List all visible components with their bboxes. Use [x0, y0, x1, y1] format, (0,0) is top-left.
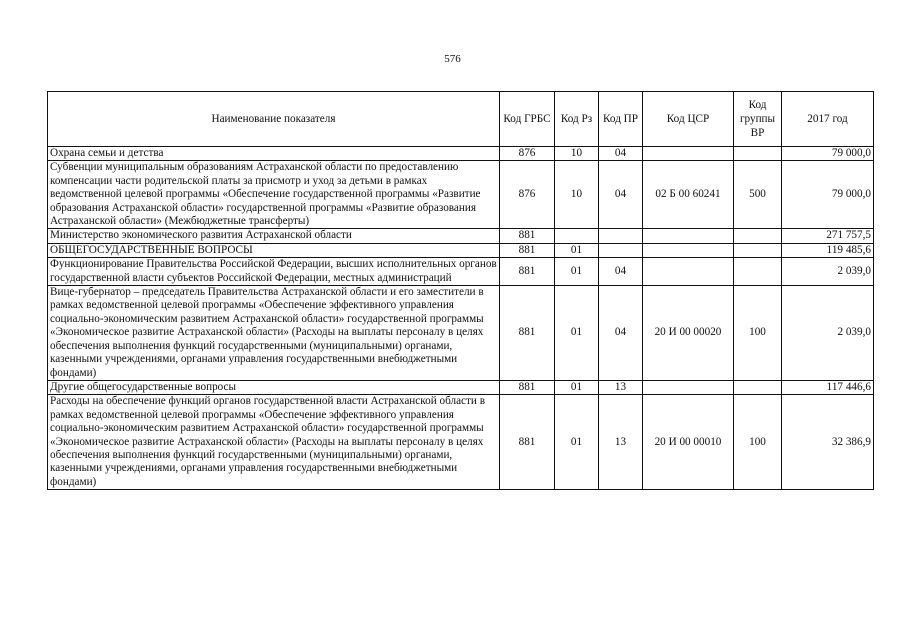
header-name: Наименование показателя	[48, 92, 500, 147]
cell-pr: 13	[599, 395, 643, 490]
cell-amount: 79 000,0	[782, 161, 874, 229]
cell-name: Министерство экономического развития Астраханской области	[48, 229, 500, 243]
table-row	[48, 258, 874, 286]
header-pr: Код ПР	[599, 92, 643, 147]
cell-grbs: 881	[500, 395, 555, 490]
cell-vr	[734, 258, 782, 286]
cell-grbs: 881	[500, 380, 555, 394]
cell-vr: 100	[734, 286, 782, 381]
cell-grbs: 881	[500, 243, 555, 257]
cell-csr: 02 Б 00 60241	[643, 161, 734, 229]
cell-pr: 04	[599, 161, 643, 229]
cell-amount: 2 039,0	[782, 258, 874, 286]
cell-rz: 10	[555, 147, 599, 161]
cell-name: Субвенции муниципальным образованиям Астраханской области по предоставлению компенсации части родительской платы за присмотр и уход за детьми в рамках ведомственной целевой программы «Обеспечение государственной программы «Развитие образования Астраханской области» государственной программы «Развитие образования Астраханской области» (Межбюджетные трансферты)	[48, 161, 500, 229]
cell-csr	[643, 229, 734, 243]
table-row	[48, 286, 874, 381]
cell-rz: 01	[555, 243, 599, 257]
cell-csr: 20 И 00 00010	[643, 395, 734, 490]
cell-vr	[734, 243, 782, 257]
cell-rz: 01	[555, 380, 599, 394]
cell-csr: 20 И 00 00020	[643, 286, 734, 381]
table-header-row	[48, 92, 874, 147]
cell-rz	[555, 229, 599, 243]
cell-name: Расходы на обеспечение функций органов государственной власти Астраханской области в рамках ведомственной целевой программы «Обеспечение эффективного управления социально-экономическим развитием Астраханской области» государственной программы «Экономическое развитие Астраханской области» (Расходы на выплаты персоналу в целях обеспечения выполнения функций государственными (муниципальными) органами, казенными учреждениями, органами управления государственными внебюджетными фондами)	[48, 395, 500, 490]
header-year: 2017 год	[782, 92, 874, 147]
cell-csr	[643, 258, 734, 286]
cell-name: Вице-губернатор – председатель Правительства Астраханской области и его заместители в рамках ведомственной целевой программы «Обеспечение эффективного управления социально-экономическим развитием Астраханской области» государственной программы «Экономическое развитие Астраханской области» (Расходы на выплаты персоналу в целях обеспечения выполнения функций государственными (муниципальными) органами, казенными учреждениями, органами управления государственными внебюджетными фондами)	[48, 286, 500, 381]
page-number: 576	[444, 53, 461, 65]
cell-grbs: 881	[500, 229, 555, 243]
header-csr: Код ЦСР	[643, 92, 734, 147]
cell-name: Функционирование Правительства Российской Федерации, высших исполнительных органов государственной власти субъектов Российской Федерации, местных администраций	[48, 258, 500, 286]
cell-vr	[734, 380, 782, 394]
cell-rz: 10	[555, 161, 599, 229]
table-row	[48, 229, 874, 243]
cell-amount: 271 757,5	[782, 229, 874, 243]
cell-rz: 01	[555, 286, 599, 381]
header-rz: Код Рз	[555, 92, 599, 147]
cell-csr	[643, 380, 734, 394]
table-row	[48, 395, 874, 490]
cell-name: ОБЩЕГОСУДАРСТВЕННЫЕ ВОПРОСЫ	[48, 243, 500, 257]
cell-pr: 04	[599, 286, 643, 381]
cell-grbs: 876	[500, 161, 555, 229]
cell-vr: 100	[734, 395, 782, 490]
cell-amount: 79 000,0	[782, 147, 874, 161]
cell-vr: 500	[734, 161, 782, 229]
cell-pr: 13	[599, 380, 643, 394]
header-vr: Код группы ВР	[734, 92, 782, 147]
cell-vr	[734, 147, 782, 161]
cell-amount: 119 485,6	[782, 243, 874, 257]
cell-pr	[599, 229, 643, 243]
cell-rz: 01	[555, 395, 599, 490]
cell-name: Охрана семьи и детства	[48, 147, 500, 161]
cell-pr	[599, 243, 643, 257]
budget-table	[47, 91, 874, 490]
cell-rz: 01	[555, 258, 599, 286]
table-row	[48, 161, 874, 229]
cell-vr	[734, 229, 782, 243]
table-row	[48, 380, 874, 394]
cell-csr	[643, 147, 734, 161]
cell-grbs: 881	[500, 258, 555, 286]
cell-amount: 32 386,9	[782, 395, 874, 490]
cell-amount: 117 446,6	[782, 380, 874, 394]
cell-name: Другие общегосударственные вопросы	[48, 380, 500, 394]
cell-amount: 2 039,0	[782, 286, 874, 381]
cell-grbs: 881	[500, 286, 555, 381]
table-row	[48, 243, 874, 257]
cell-grbs: 876	[500, 147, 555, 161]
cell-pr: 04	[599, 258, 643, 286]
header-grbs: Код ГРБС	[500, 92, 555, 147]
cell-pr: 04	[599, 147, 643, 161]
table-row	[48, 147, 874, 161]
cell-csr	[643, 243, 734, 257]
